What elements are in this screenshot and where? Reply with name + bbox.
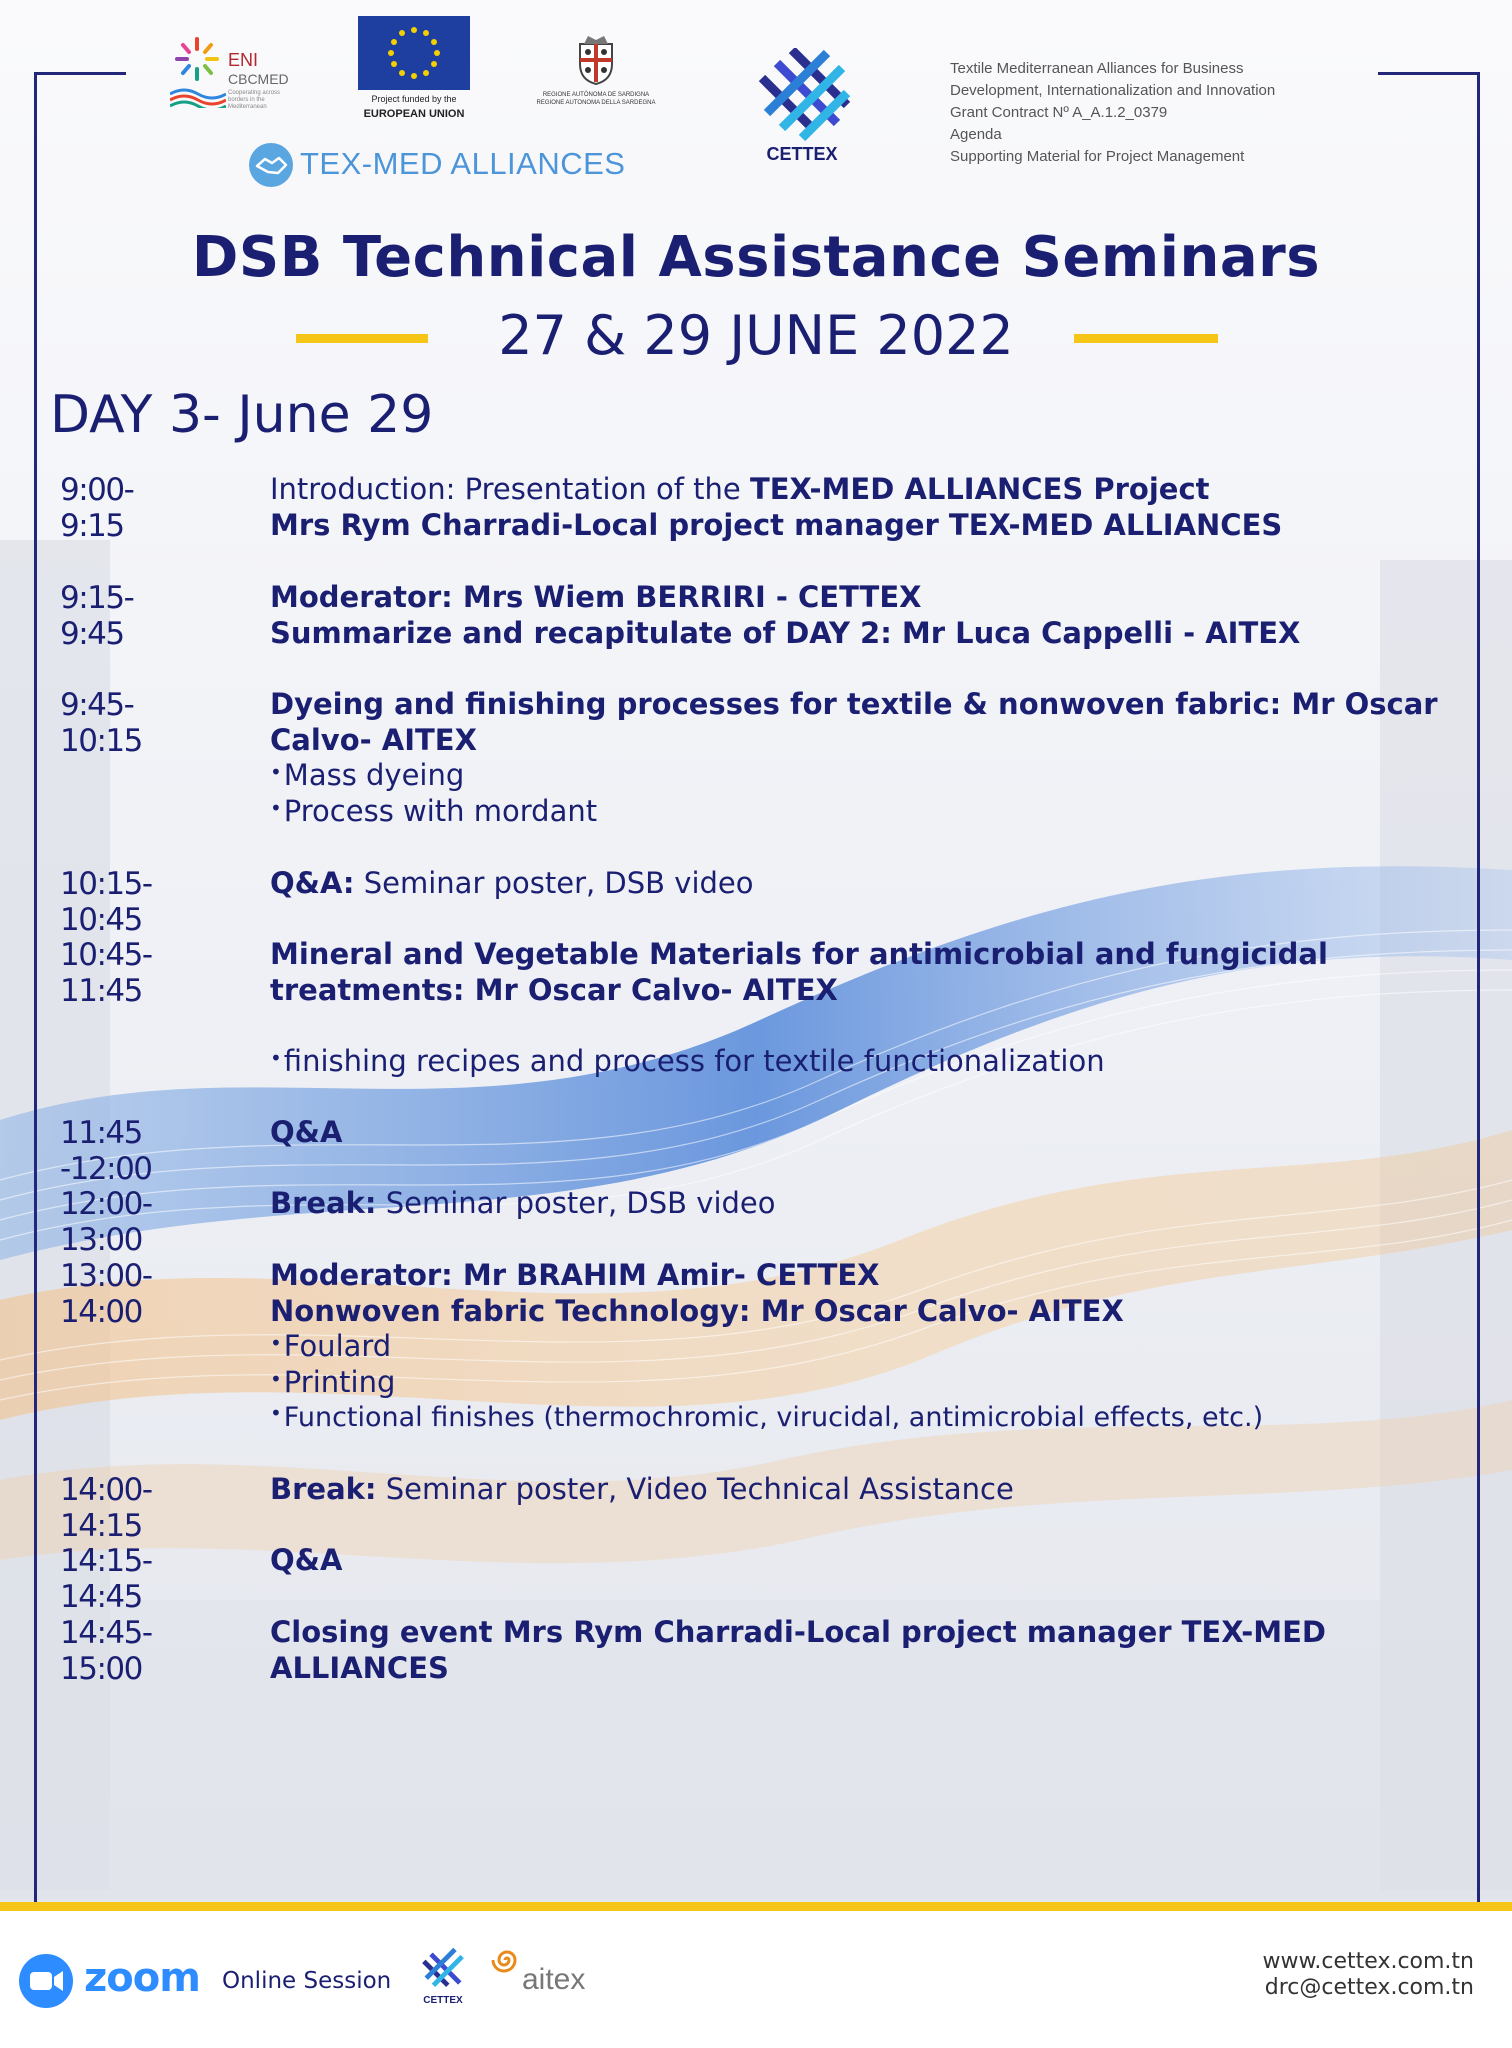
project-info-line: Textile Mediterranean Alliances for Business [950, 60, 1244, 77]
project-info [950, 58, 1275, 168]
website-link[interactable]: www.cettex.com.tn [1262, 1949, 1474, 1974]
dates-row [0, 300, 1512, 380]
agenda-line: Mrs Rym Charradi-Local project manager TEX-MED ALLIANCES [270, 508, 1283, 542]
agenda-bullet-text: Foulard [283, 1329, 392, 1363]
event-dates: 27 & 29 JUNE 2022 [498, 304, 1014, 367]
agenda-time: 14:00-14:15 [60, 1472, 152, 1544]
email-link[interactable]: drc@cettex.com.tn [1264, 1975, 1474, 2000]
agenda-bullet-text: finishing recipes and process for textile functionalization [283, 1044, 1105, 1078]
eni-title: ENI [228, 50, 259, 70]
agenda-line: Moderator: Mrs Wiem BERRIRI - CETTEX [270, 580, 922, 614]
sardegna-line2: REGIONE AUTONOMA DELLA SARDEGNA [536, 100, 656, 106]
agenda-line: Calvo- AITEX [270, 723, 477, 757]
eu-flag-icon [358, 16, 470, 90]
agenda-bullet: •Foulard [270, 1329, 392, 1363]
sardegna-logo [528, 34, 664, 114]
cettex-logo [752, 48, 852, 168]
aitex-spiral-icon [490, 1943, 524, 1977]
agenda-text-bold: Break: [270, 1472, 377, 1506]
agenda-line [270, 866, 754, 900]
zoom-wordmark: zoom [84, 1955, 200, 2001]
agenda-line: Q&A [270, 1543, 343, 1577]
agenda-text-bold: TEX-MED ALLIANCES Project [749, 472, 1210, 506]
eni-sun-icon [174, 36, 220, 82]
agenda-time: 10:15-10:45 [60, 866, 152, 938]
agenda-text: Seminar poster, Video Technical Assistance [376, 1472, 1014, 1506]
agenda-time: 14:45-15:00 [60, 1615, 152, 1687]
eu-logo [358, 16, 470, 128]
agenda-text: Seminar poster, DSB video [376, 1186, 776, 1220]
agenda-line: Summarize and recapitulate of DAY 2: Mr Luca Cappelli - AITEX [270, 616, 1301, 650]
agenda-line: Dyeing and finishing processes for textile & nonwoven fabric: Mr Oscar [270, 687, 1438, 721]
agenda-bullet-text: Process with mordant [283, 794, 598, 828]
agenda-time: 10:45-11:45 [60, 937, 152, 1009]
texmed-alliances-logo [248, 142, 648, 192]
agenda-bullet: •Process with mordant [270, 794, 598, 828]
agenda-text-bold: Q&A: [270, 866, 355, 900]
project-info-line: Agenda [950, 126, 1002, 143]
agenda-time: 14:15-14:45 [60, 1543, 152, 1615]
frame-top-left [34, 72, 126, 75]
agenda-text-bold: Break: [270, 1186, 377, 1220]
eni-waves-icon [170, 86, 226, 108]
online-session-label: Online Session [222, 1968, 392, 1994]
yellow-bar-right [1074, 334, 1218, 343]
agenda-time: 11:45 -12:00 [60, 1115, 152, 1187]
agenda-time: 9:15-9:45 [60, 580, 134, 652]
agenda-line: Closing event Mrs Rym Charradi-Local project manager TEX-MED [270, 1615, 1326, 1649]
agenda-bullet: •Functional finishes (thermochromic, virucidal, antimicrobial effects, etc.) [270, 1401, 1264, 1433]
zoom-camera-icon [18, 1953, 74, 2009]
agenda-time: 13:00-14:00 [60, 1258, 152, 1330]
project-info-line: Development, Internationalization and Innovation [950, 82, 1276, 99]
project-info-line: Supporting Material for Project Management [950, 148, 1245, 165]
agenda-text: Introduction: Presentation of the [270, 472, 750, 506]
texmed-text: TEX-MED ALLIANCES [300, 146, 626, 181]
frame-top-right [1378, 72, 1480, 75]
cettex-text: CETTEX [766, 144, 838, 164]
agenda-time: 9:00-9:15 [60, 472, 134, 544]
agenda-line [270, 472, 1210, 506]
eu-line1: Project funded by the [371, 94, 457, 104]
sardegna-line1: REGIONE AUTÒNOMA DE SARDIGNA [542, 92, 650, 98]
agenda-bullet-text: Mass dyeing [283, 758, 465, 792]
eni-subtitle: CBCMED [228, 71, 289, 87]
agenda-time: 9:45-10:15 [60, 687, 142, 759]
agenda-line: treatments: Mr Oscar Calvo- AITEX [270, 973, 838, 1007]
agenda-line [270, 1186, 776, 1220]
agenda-bullet: •Mass dyeing [270, 758, 465, 792]
footer-yellow-bar [0, 1902, 1512, 1911]
eni-tagline: Cooperating across borders in the Mediterranean [228, 90, 281, 110]
footer [0, 1911, 1512, 2048]
agenda-line: Q&A [270, 1115, 343, 1149]
agenda-text: Seminar poster, DSB video [354, 866, 754, 900]
agenda-line: ALLIANCES [270, 1651, 449, 1685]
sardegna-crest-icon [572, 34, 620, 86]
agenda-line: Nonwoven fabric Technology: Mr Oscar Calvo- AITEX [270, 1294, 1124, 1328]
agenda-bullet-text: Functional finishes (thermochromic, virucidal, antimicrobial effects, etc.) [283, 1402, 1264, 1433]
agenda-line: Moderator: Mr BRAHIM Amir- CETTEX [270, 1258, 880, 1292]
project-info-line: Grant Contract Nº A_A.1.2_0379 [950, 104, 1168, 121]
page-title: DSB Technical Assistance Seminars [191, 225, 1321, 290]
agenda-line [270, 1472, 1014, 1506]
cettex-footer-text: CETTEX [423, 1995, 463, 2006]
day-heading: DAY 3- June 29 [50, 385, 434, 445]
cettex-weave-icon [752, 48, 852, 144]
aitex-wordmark: aitex [522, 1963, 586, 1996]
cettex-footer-icon [418, 1947, 468, 1993]
agenda-bullet: •finishing recipes and process for textile functionalization [270, 1044, 1105, 1078]
agenda-bullet: •Printing [270, 1365, 396, 1399]
eni-cbcmed-logo [168, 36, 308, 116]
agenda-bullet-text: Printing [283, 1365, 396, 1399]
eu-line2: EUROPEAN UNION [363, 108, 465, 120]
handshake-icon [248, 142, 294, 188]
agenda-time: 12:00-13:00 [60, 1186, 152, 1258]
agenda-line: Mineral and Vegetable Materials for antimicrobial and fungicidal [270, 937, 1328, 971]
